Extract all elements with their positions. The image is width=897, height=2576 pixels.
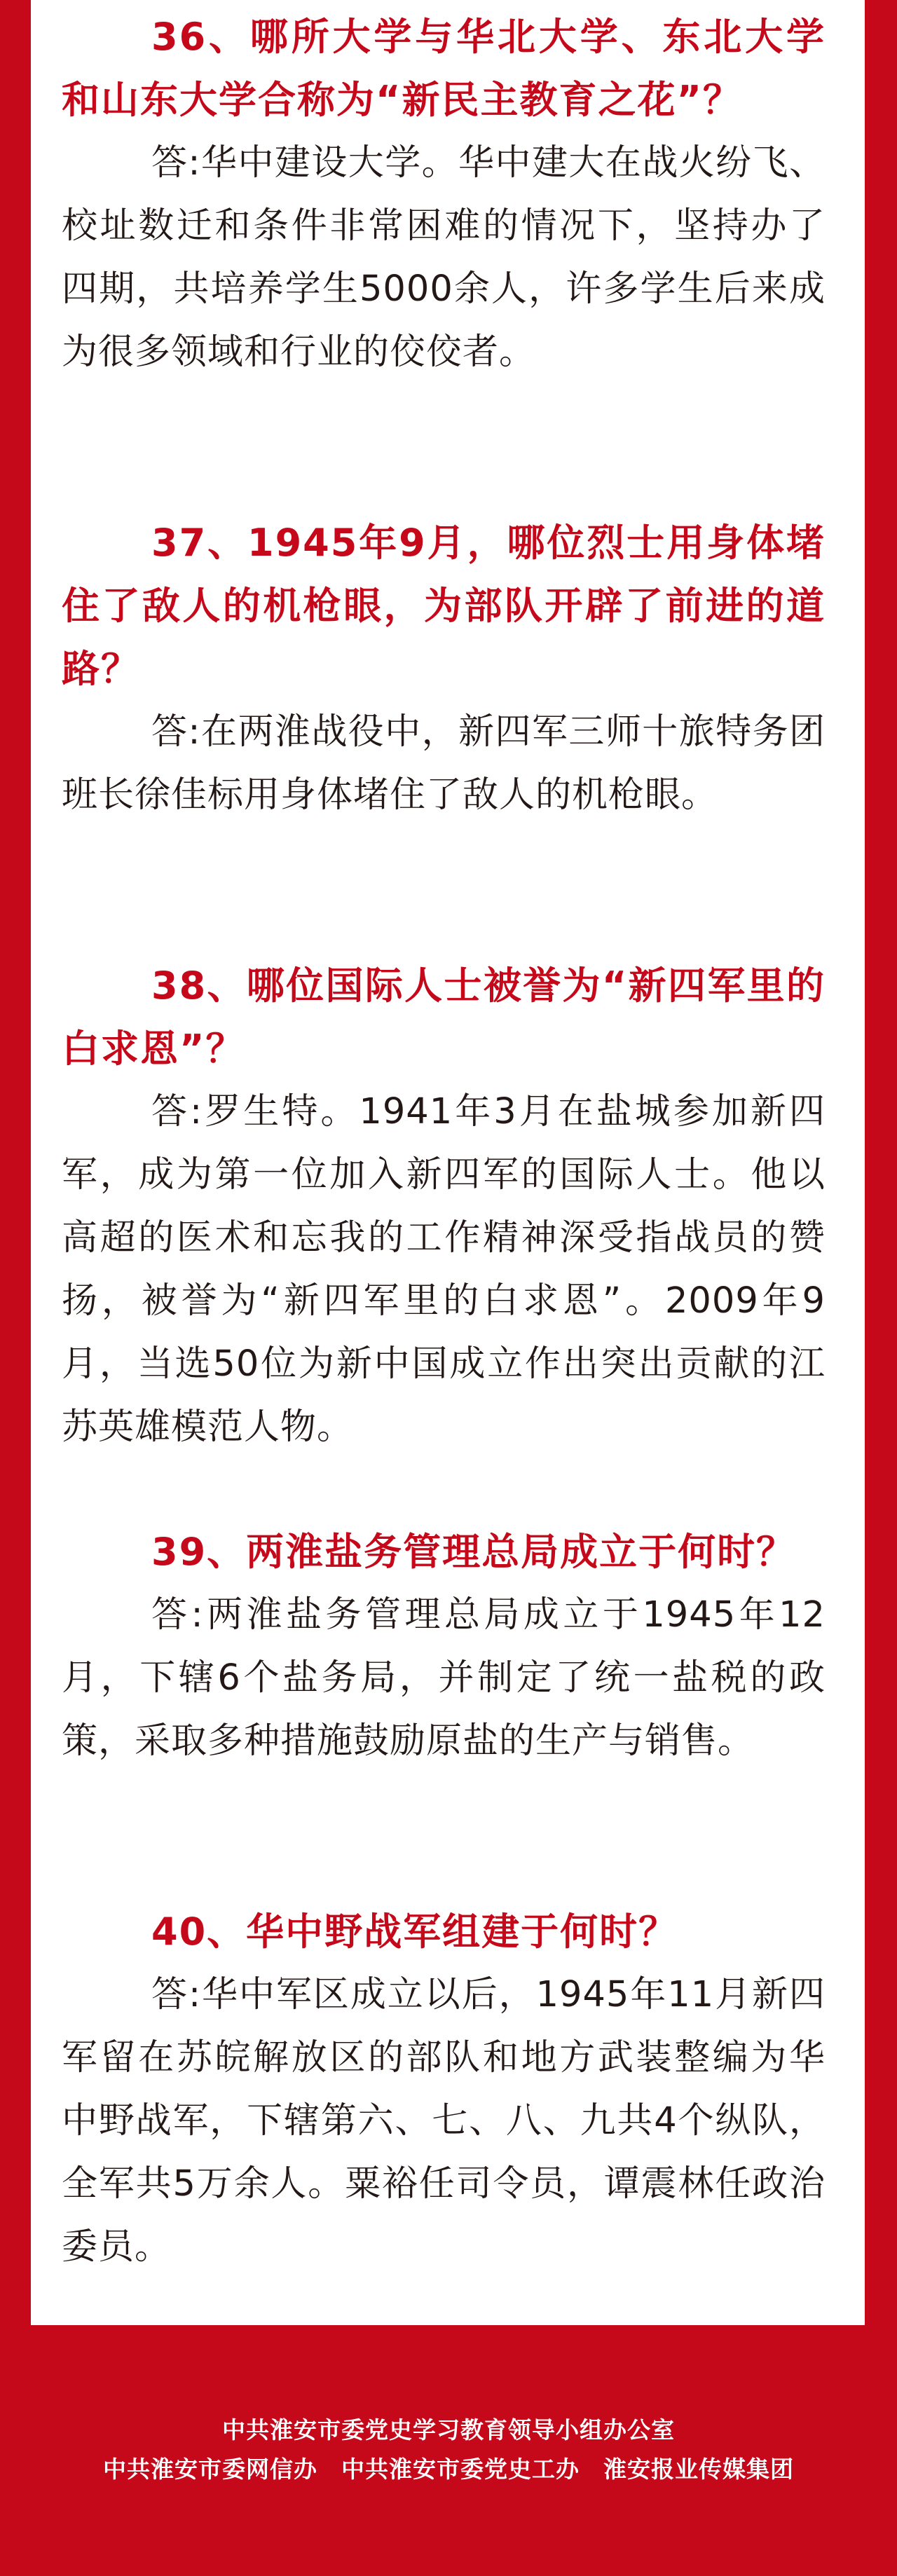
qa-item-37 xyxy=(62,512,826,827)
question-37: 37、1945年9月，哪位烈士用身体堵住了敌人的机枪眼，为部队开辟了前进的道路？ xyxy=(62,521,826,691)
answer-38: 答:罗生特。1941年3月在盐城参加新四军，成为第一位加入新四军的国际人士。他以高超的医术和忘我的工作精神深受指战员的赞扬，被誉为“新四军里的白求恩”。2009年9月，当选50位为新中国成立作出突出贡献的江苏英雄模范人物。 xyxy=(62,1091,826,1448)
question-39: 39、两淮盐务管理总局成立于何时？ xyxy=(151,1530,796,1574)
footer xyxy=(0,2411,897,2489)
answer-40: 答:华中军区成立以后，1945年11月新四军留在苏皖解放区的部队和地方武装整编为华中野战军，下辖第六、七、八、九共4个纵队，全军共5万余人。粟裕任司令员，谭震林任政治委员。 xyxy=(62,1974,826,2268)
footer-co-organizers: 中共淮安市委网信办 中共淮安市委党史工办 淮安报业传媒集团 xyxy=(103,2455,794,2483)
qa-item-36 xyxy=(62,6,826,384)
question-36: 36、哪所大学与华北大学、东北大学和山东大学合称为“新民主教育之花”？ xyxy=(62,15,826,122)
answer-39: 答:两淮盐务管理总局成立于1945年12月，下辖6个盐务局，并制定了统一盐税的政策，采取多种措施鼓励原盐的生产与销售。 xyxy=(62,1594,826,1762)
footer-organizer: 中共淮安市委党史学习教育领导小组办公室 xyxy=(222,2416,675,2444)
answer-36: 答:华中建设大学。华中建大在战火纷飞、校址数迁和条件非常困难的情况下，坚持办了四期，共培养学生5000余人，许多学生后来成为很多领域和行业的佼佼者。 xyxy=(62,142,826,373)
answer-37: 答:在两淮战役中，新四军三师十旅特务团班长徐佳标用身体堵住了敌人的机枪眼。 xyxy=(62,711,826,816)
qa-item-38 xyxy=(62,954,826,1459)
qa-item-39 xyxy=(62,1521,826,1773)
qa-item-40 xyxy=(62,1900,826,2279)
question-40: 40、华中野战军组建于何时？ xyxy=(151,1910,678,1954)
question-38: 38、哪位国际人士被誉为“新四军里的白求恩”？ xyxy=(62,964,826,1071)
